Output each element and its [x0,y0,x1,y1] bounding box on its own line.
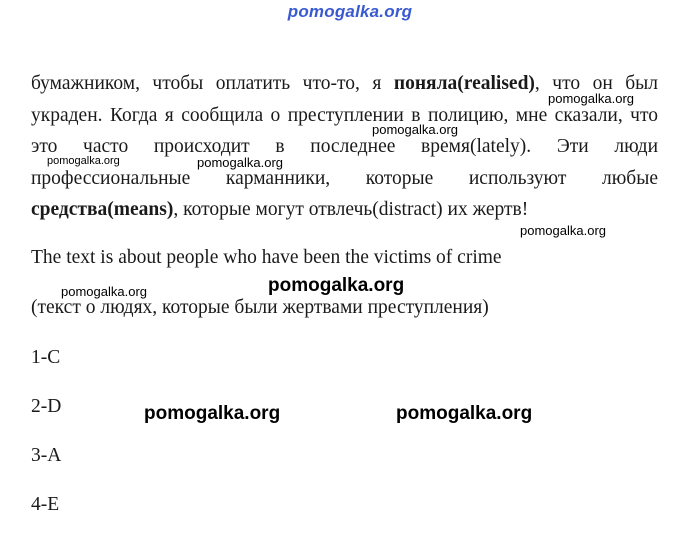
watermark: pomogalka.org [268,275,405,296]
watermark: pomogalka.org [372,122,458,137]
watermark: pomogalka.org [144,403,281,424]
paragraph-text-2: , что он был украден. Когда я сообщила о преступлении в полицию, мне сказали, что это часто происходит в последнее время(lately). Эти люди профессиональные карманники, которые используют любые [31,73,658,189]
answer-item: 1-C [31,347,61,368]
watermark: pomogalka.org [47,155,120,167]
watermark: pomogalka.org [61,284,147,299]
watermark: pomogalka.org [548,91,634,106]
answer-item: 2-D [31,396,62,417]
paragraph-text-3: , которые могут отвлечь(distract) их жертв! [173,199,529,220]
watermark: pomogalka.org [197,155,283,170]
watermark: pomogalka.org [396,403,533,424]
answer-item: 4-E [31,494,60,515]
watermark: pomogalka.org [520,223,606,238]
answer-item: 3-A [31,445,62,466]
paragraph-text-1: бумажником, чтобы оплатить что-то, я [31,73,394,94]
summary-english: The text is about people who have been the victims of crime [31,247,502,268]
paragraph-bold-2: средства(means) [31,199,174,220]
site-logo: pomogalka.org [287,2,413,21]
paragraph-bold-1: поняла(realised) [393,73,535,94]
summary-russian: (текст о людях, которые были жертвами преступления) [31,297,489,318]
